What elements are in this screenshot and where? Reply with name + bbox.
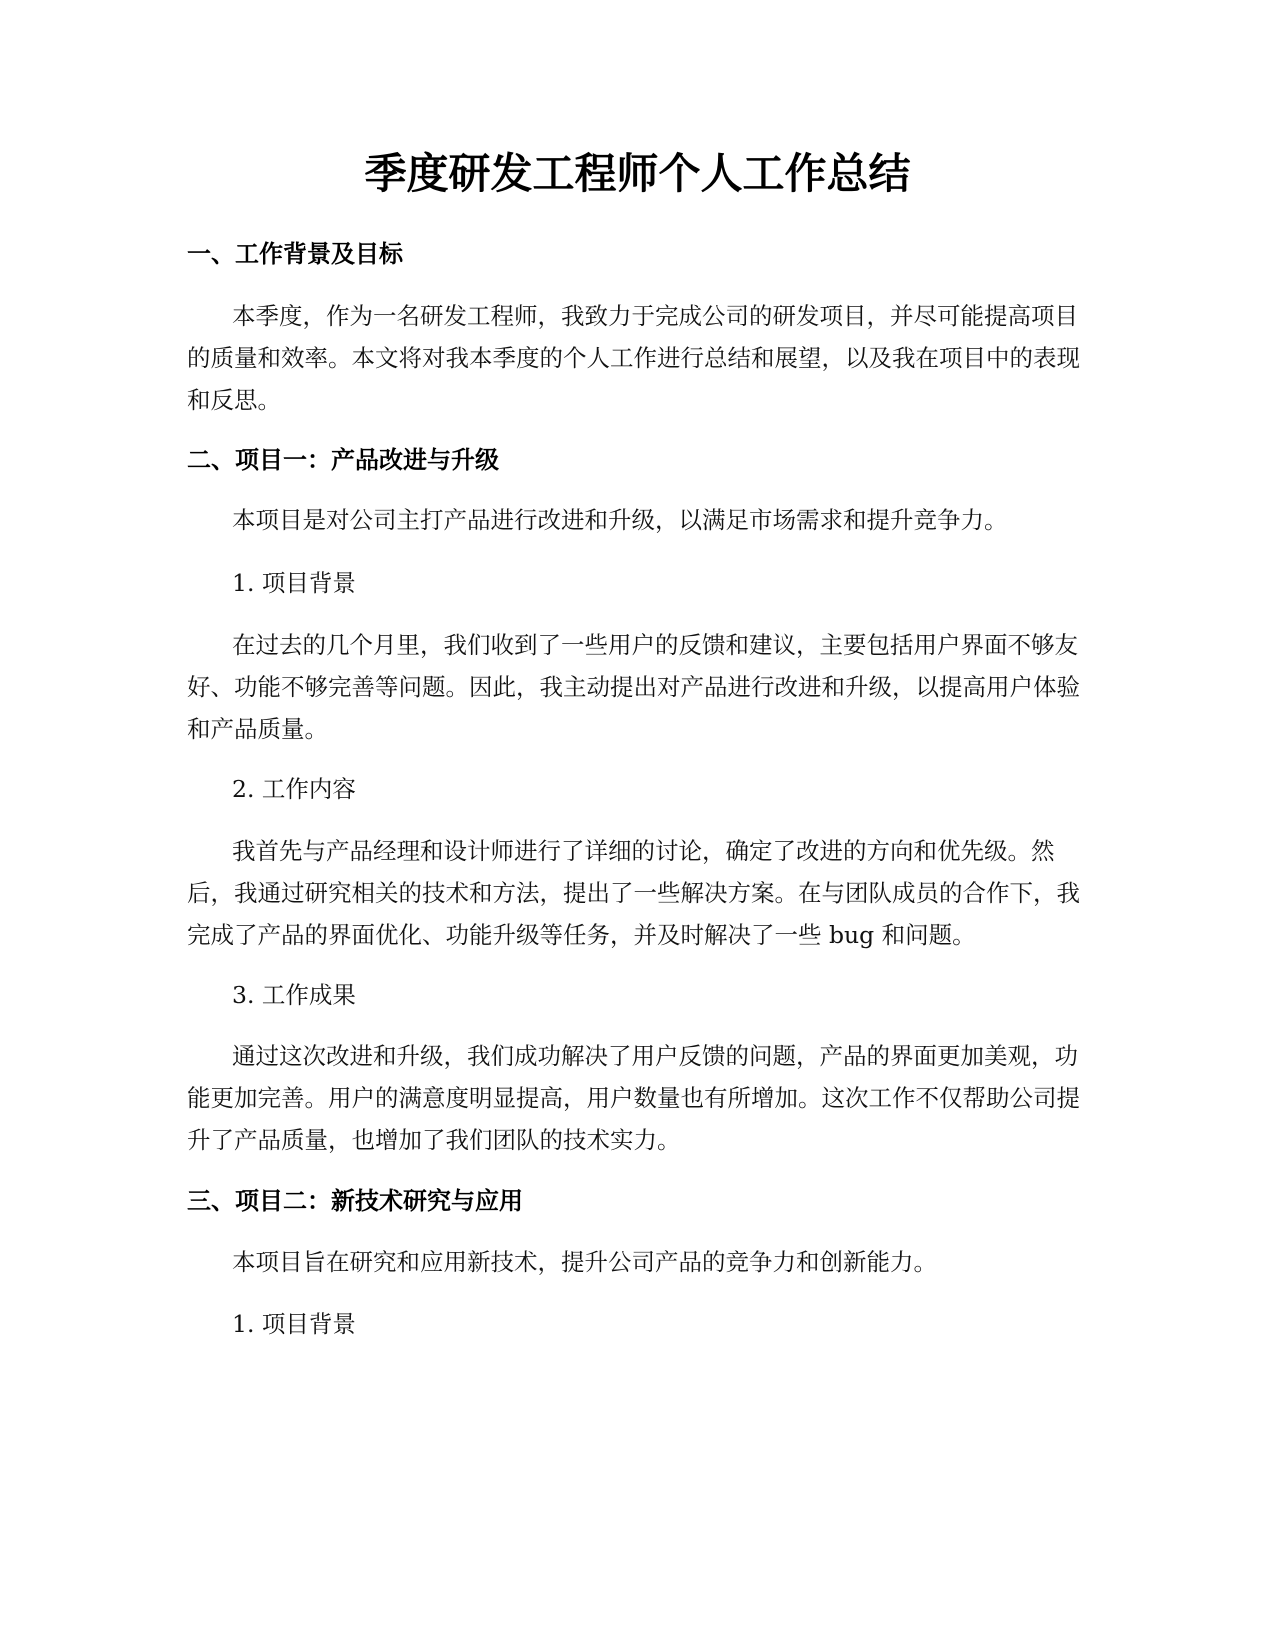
project-one-intro: 本项目是对公司主打产品进行改进和升级，以满足市场需求和提升竞争力。 [232, 506, 1008, 534]
page-title: 季度研发工程师个人工作总结 [364, 149, 911, 198]
section-heading-project-one: 二、项目一：产品改进与升级 [187, 446, 499, 474]
project-one-results-body: 通过这次改进和升级，我们成功解决了用户反馈的问题，产品的界面更加美观，功能更加完善。用户的满意度明显提高，用户数量也有所增加。这次工作不仅帮助公司提升了产品质量，也增加了我们团队的技术实力。 [187, 1042, 1080, 1154]
project-one-subheading-work: 2. 工作内容 [232, 775, 356, 803]
section-heading-background: 一、工作背景及目标 [187, 240, 403, 268]
section-body-background: 本季度，作为一名研发工程师，我致力于完成公司的研发项目，并尽可能提高项目的质量和效率。本文将对我本季度的个人工作进行总结和展望，以及我在项目中的表现和反思。 [187, 302, 1080, 414]
project-one-subheading-results: 3. 工作成果 [232, 981, 356, 1009]
project-one-subheading-background: 1. 项目背景 [232, 569, 356, 597]
project-one-background-body: 在过去的几个月里，我们收到了一些用户的反馈和建议，主要包括用户界面不够友好、功能不够完善等问题。因此，我主动提出对产品进行改进和升级，以提高用户体验和产品质量。 [187, 631, 1080, 743]
section-heading-project-two: 三、项目二：新技术研究与应用 [187, 1187, 523, 1215]
project-two-intro: 本项目旨在研究和应用新技术，提升公司产品的竞争力和创新能力。 [232, 1248, 937, 1276]
project-one-work-body: 我首先与产品经理和设计师进行了详细的讨论，确定了改进的方向和优先级。然后，我通过研究相关的技术和方法，提出了一些解决方案。在与团队成员的合作下，我完成了产品的界面优化、功能升级等任务，并及时解决了一些 bug 和问题。 [187, 837, 1080, 949]
project-two-subheading-background: 1. 项目背景 [232, 1310, 356, 1338]
